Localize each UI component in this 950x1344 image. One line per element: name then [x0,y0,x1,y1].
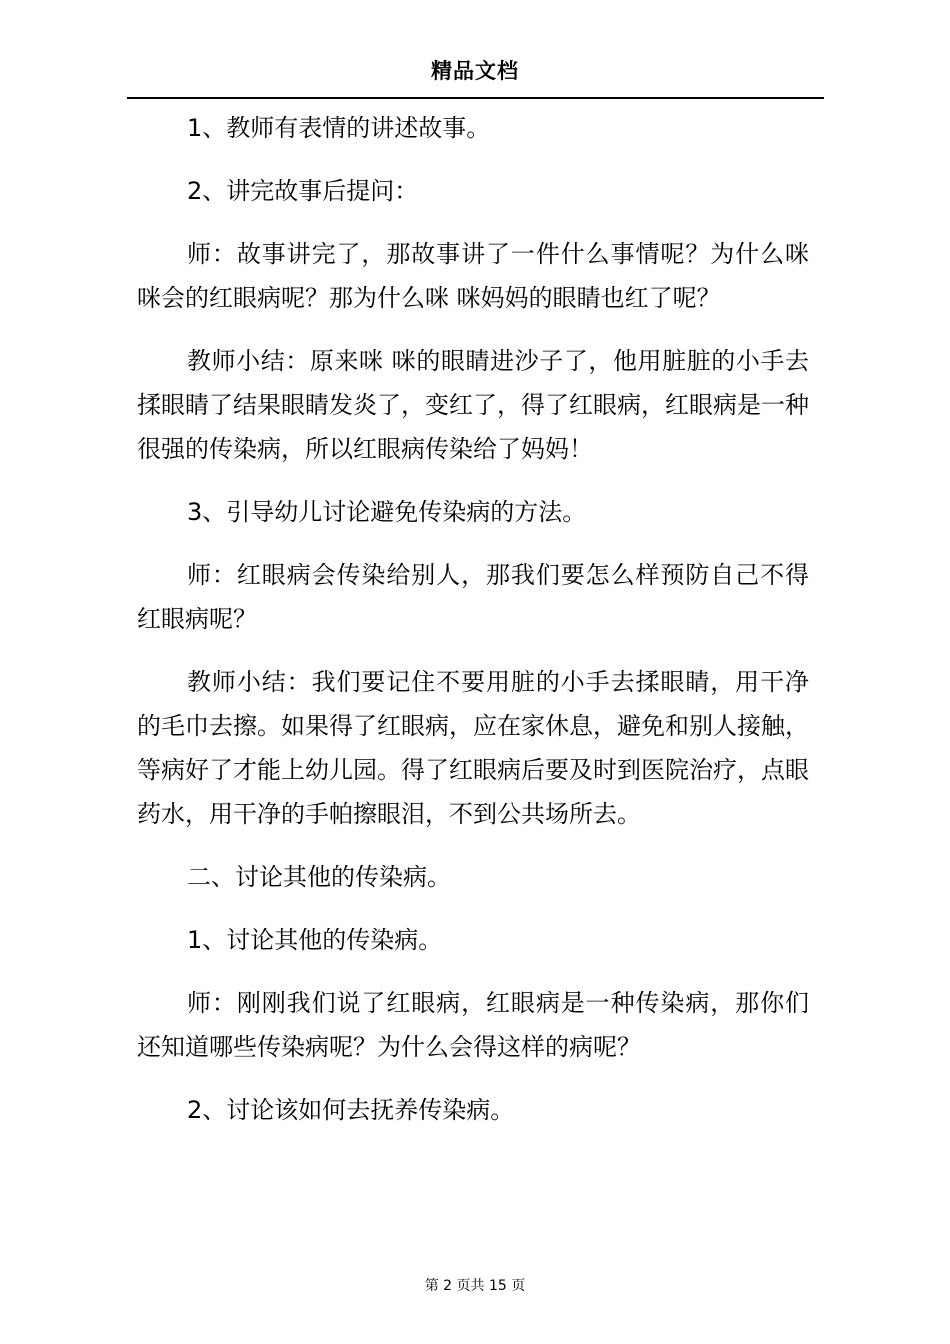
paragraph-teacher-question: 师：故事讲完了，那故事讲了一件什么事情呢？为什么咪 咪会的红眼病呢？那为什么咪 咪妈妈的眼睛也红了呢？ [137,240,809,312]
paragraph-teacher-summary-2: 教师小结：我们要记住不要用脏的小手去揉眼睛，用干净的毛巾去擦。如果得了红眼病，应在家休息，避免和别人接触，等病好了才能上幼儿园。得了红眼病后要及时到医院治疗，点眼药水，用干净的手帕擦眼泪，不到公共场所去。 [137,668,809,828]
paragraph-story-telling: 1、教师有表情的讲述故事。 [187,114,491,142]
document-body [137,106,809,1151]
paragraph-other-diseases-heading: 1、讨论其他的传染病。 [187,926,443,954]
page-number: 第 2 页共 15 页 [424,1278,526,1294]
paragraph-section-two-heading: 二、讨论其他的传染病。 [187,863,451,891]
paragraph-discussion-heading: 3、引导幼儿讨论避免传染病的方法。 [187,498,587,526]
paragraph-teacher-summary-1: 教师小结：原来咪 咪的眼睛进沙子了，他用脏脏的小手去揉眼睛了结果眼睛发炎了，变红了，得了红眼病，红眼病是一种很强的传染病，所以红眼病传染给了妈妈！ [137,347,809,463]
header-divider [127,97,824,99]
paragraph-prevention-question: 师：红眼病会传染给别人，那我们要怎么样预防自己不得红眼病呢？ [137,561,809,633]
paragraph-other-diseases-question: 师：刚刚我们说了红眼病，红眼病是一种传染病，那你们还知道哪些传染病呢？为什么会得这样的病呢？ [137,989,809,1061]
paragraph-questions-heading: 2、讲完故事后提问： [187,177,419,205]
page-header-title: 精品文档 [431,59,519,83]
paragraph-care-heading: 2、讨论该如何去抚养传染病。 [187,1096,515,1124]
